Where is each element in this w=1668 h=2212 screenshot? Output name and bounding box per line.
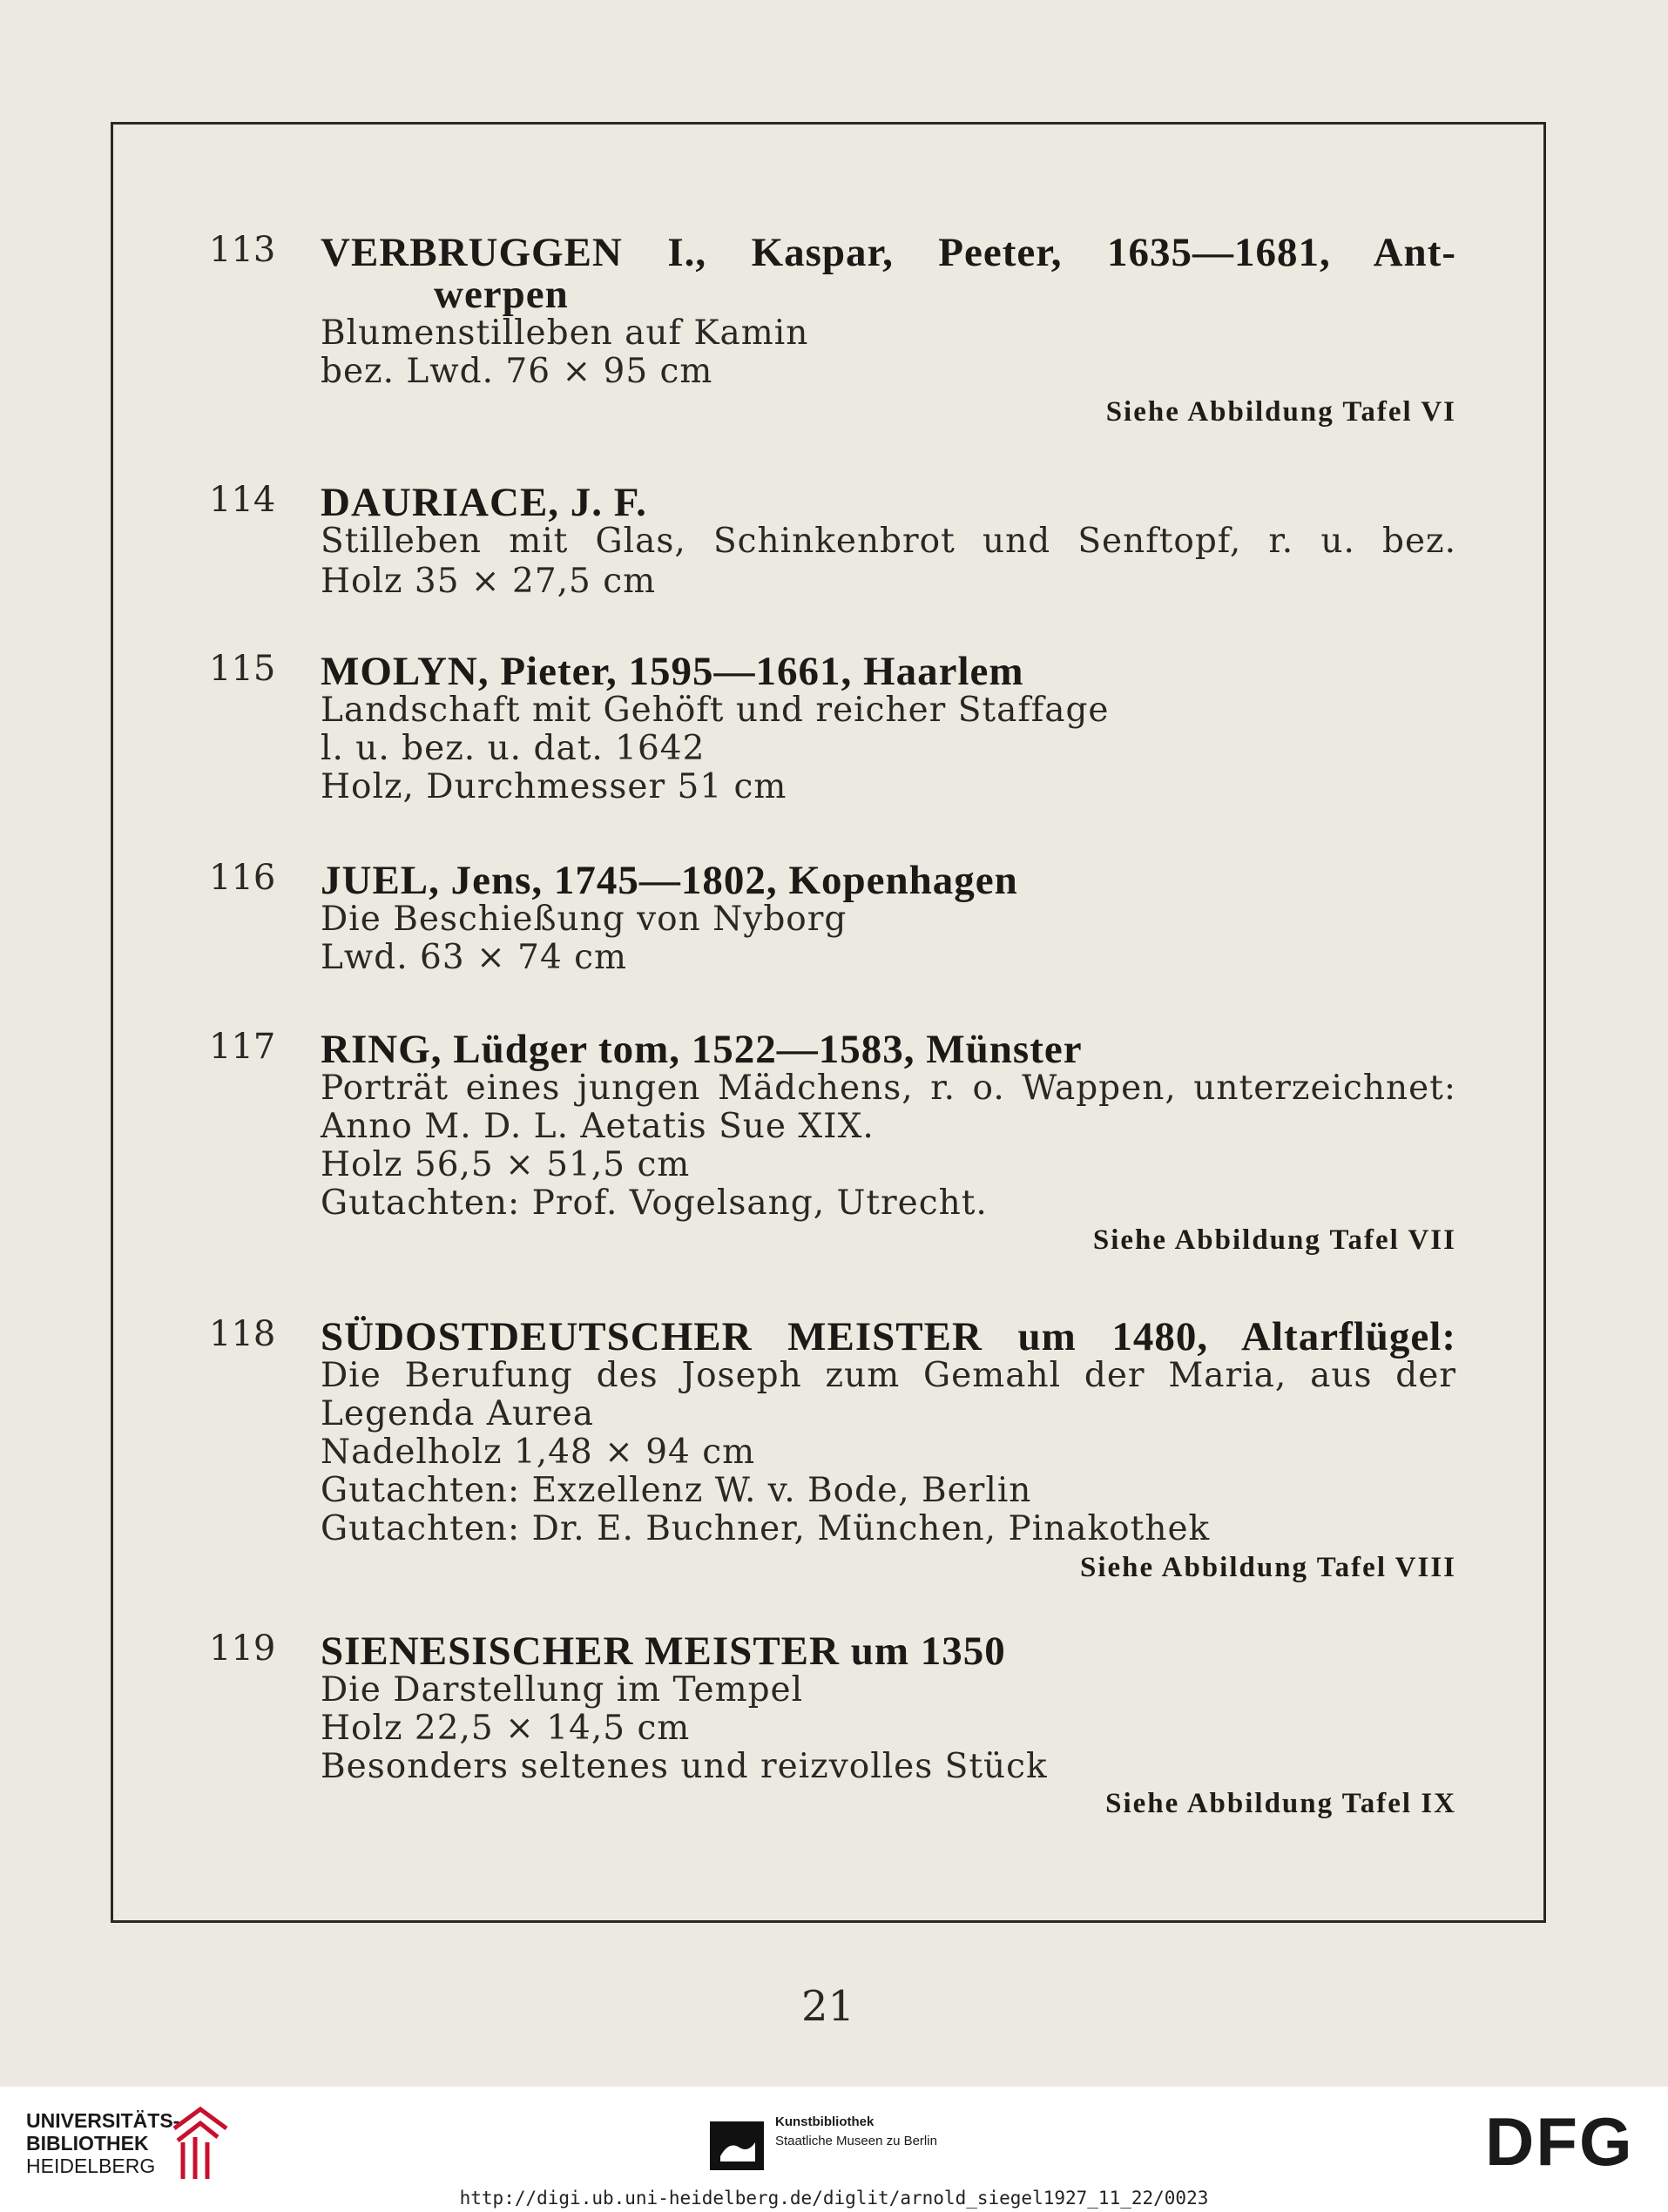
entry-line: Anno M. D. L. Aetatis Sue XIX. (321, 1107, 875, 1146)
entry-number: 118 (209, 1314, 276, 1354)
entry-number: 119 (209, 1629, 276, 1669)
entry-line: Die Darstellung im Tempel (321, 1670, 804, 1710)
university-library-logo-icon (165, 2102, 233, 2182)
entry-line: bez. Lwd. 76 × 95 cm (321, 352, 713, 391)
entry-artist: RING, Lüdger tom, 1522—1583, Münster (321, 1027, 1083, 1072)
entry-line: Lwd. 63 × 74 cm (321, 938, 627, 977)
plate-reference: Siehe Abbildung Tafel VI (1105, 396, 1456, 428)
plate-reference: Siehe Abbildung Tafel VII (1092, 1224, 1456, 1256)
entry-artist: SÜDOSTDEUTSCHER MEISTER um 1480, Altarflügel: (321, 1314, 1456, 1359)
plate-reference: Siehe Abbildung Tafel IX (1105, 1788, 1456, 1819)
digitization-footer (0, 2087, 1668, 2212)
university-line: UNIVERSITÄTS- (26, 2109, 180, 2132)
entry-line: Porträt eines jungen Mädchens, r. o. Wappen, unterzeichnet: (321, 1069, 1456, 1108)
page-number: 21 (801, 1982, 855, 2031)
entry-number: 114 (209, 480, 276, 520)
entry-line: Stilleben mit Glas, Schinkenbrot und Senftopf, r. u. bez. (321, 522, 1456, 561)
entry-artist: VERBRUGGEN I., Kaspar, Peeter, 1635—1681, Ant- (321, 230, 1456, 275)
entry-line: Legenda Aurea (321, 1394, 595, 1433)
entry-line: Gutachten: Prof. Vogelsang, Utrecht. (321, 1184, 988, 1223)
entry-line: Holz 56,5 × 51,5 cm (321, 1145, 691, 1184)
entry-artist: SIENESISCHER MEISTER um 1350 (321, 1629, 1006, 1674)
entry-line: Holz 35 × 27,5 cm (321, 562, 657, 601)
kunstbibliothek-logo-icon (710, 2121, 764, 2170)
entry-line: Landschaft mit Gehöft und reicher Staffage (321, 691, 1110, 730)
entry-line: Die Beschießung von Nyborg (321, 900, 848, 939)
source-url[interactable]: http://digi.ub.uni-heidelberg.de/diglit/arnold_siegel1927_11_22/0023 (459, 2188, 1209, 2209)
plate-reference: Siehe Abbildung Tafel VIII (1080, 1552, 1456, 1583)
entry-line: Holz 22,5 × 14,5 cm (321, 1709, 691, 1748)
entry-number: 113 (209, 230, 276, 270)
entry-artist: JUEL, Jens, 1745—1802, Kopenhagen (321, 858, 1018, 903)
entry-artist: MOLYN, Pieter, 1595—1661, Haarlem (321, 649, 1024, 694)
entry-line: Gutachten: Exzellenz W. v. Bode, Berlin (321, 1471, 1032, 1510)
catalog-page-frame (111, 122, 1546, 1923)
entry-line: Holz, Durchmesser 51 cm (321, 767, 787, 806)
entry-number: 115 (209, 649, 276, 689)
university-line: HEIDELBERG (26, 2155, 156, 2177)
entry-number: 116 (209, 858, 276, 898)
entry-line: l. u. bez. u. dat. 1642 (321, 729, 706, 768)
university-line: BIBLIOTHEK (26, 2132, 149, 2155)
entry-line: Gutachten: Dr. E. Buchner, München, Pinakothek (321, 1509, 1211, 1548)
kunstbibliothek-logo-text (775, 2113, 937, 2151)
entry-line: Nadelholz 1,48 × 94 cm (321, 1433, 756, 1472)
university-library-logo-text (26, 2109, 179, 2177)
entry-line: Besonders seltenes und reizvolles Stück (321, 1747, 1048, 1786)
kunst-line: Kunstbibliothek (775, 2114, 875, 2129)
kunst-line: Staatliche Museen zu Berlin (775, 2134, 937, 2148)
entry-artist: DAURIACE, J. F. (321, 480, 647, 525)
entry-artist-continuation: werpen (434, 272, 569, 317)
entry-number: 117 (209, 1027, 276, 1067)
dfg-logo: DFG (1485, 2103, 1634, 2180)
entry-line: Blumenstilleben auf Kamin (321, 314, 809, 353)
entry-line: Die Berufung des Joseph zum Gemahl der Maria, aus der (321, 1356, 1456, 1395)
